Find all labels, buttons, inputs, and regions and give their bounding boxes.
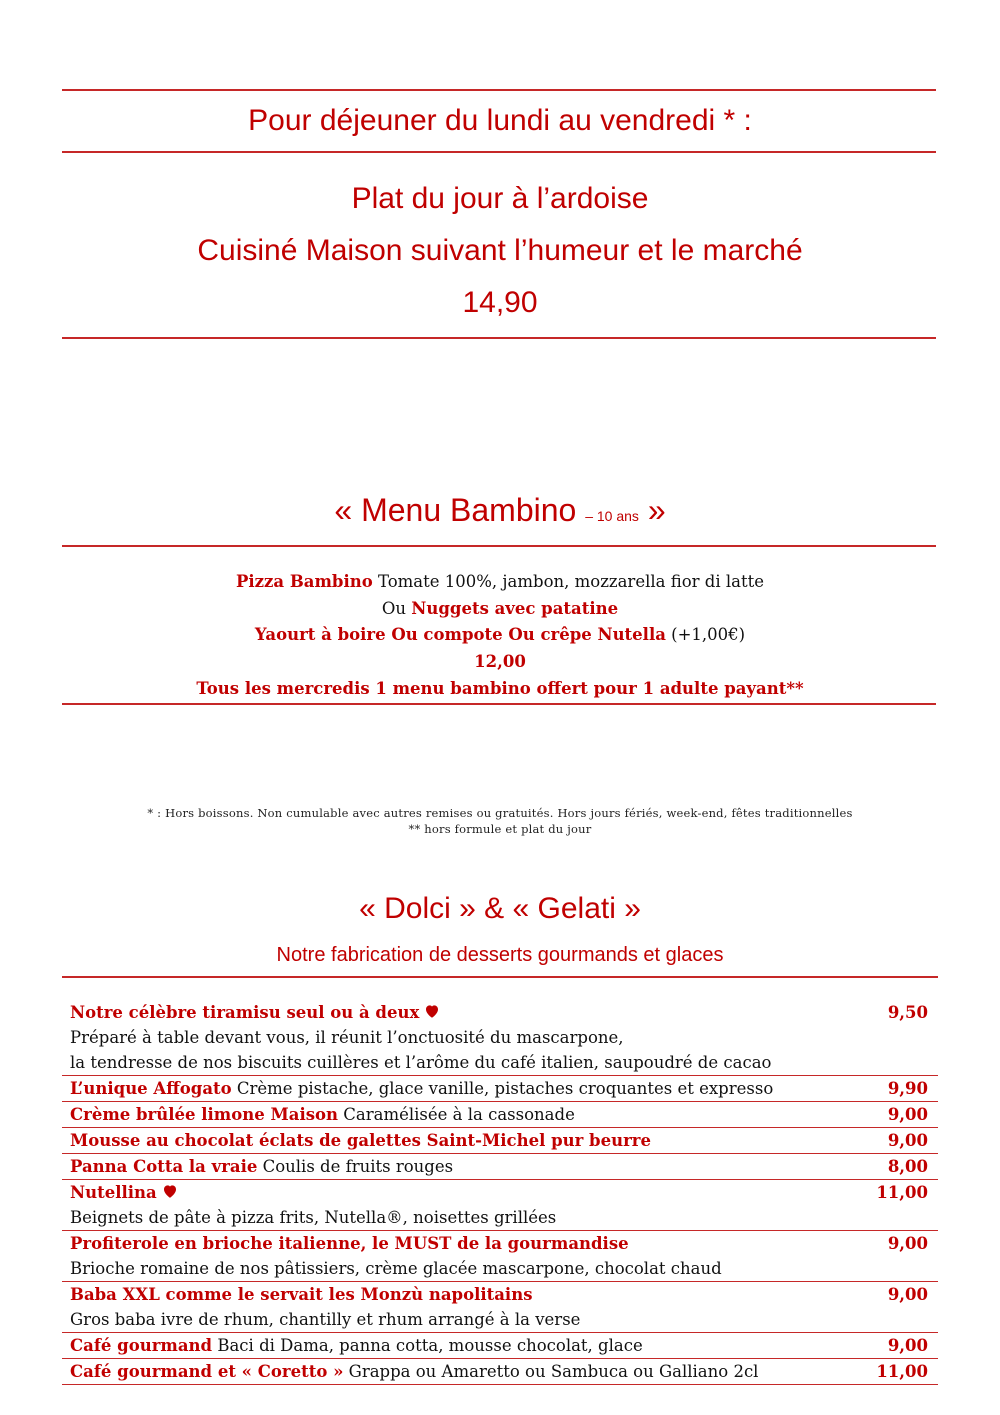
dessert-price: 9,00 [887, 1336, 928, 1355]
footnote-2: ** hors formule et plat du jour [408, 822, 592, 836]
dessert-main-line [62, 1333, 938, 1358]
bambino-pizza-name: Pizza Bambino [235, 572, 373, 591]
bambino-age: – 10 ans [585, 508, 639, 524]
dessert-row [62, 1359, 938, 1385]
bambino-or: Ou [381, 599, 412, 618]
divider [62, 545, 936, 547]
lunch-description: Cuisiné Maison suivant l’humeur et le marché [197, 234, 803, 267]
dessert-detail: Préparé à table devant vous, il réunit l’onctuosité du mascarpone, [70, 1028, 624, 1047]
divider [62, 976, 938, 978]
bambino-nuggets: Nuggets avec patatine [411, 599, 619, 618]
heart-icon [423, 1002, 441, 1020]
dessert-row [62, 1000, 938, 1076]
dessert-description: Crème pistache, glace vanille, pistaches croquantes et expresso [231, 1079, 774, 1098]
bambino-dessert: Yaourt à boire Ou compote Ou crêpe Nutella [254, 625, 666, 644]
dessert-name: Crème brûlée limone Maison [70, 1105, 339, 1124]
dessert-main-line [62, 1282, 938, 1307]
dessert-name: Café gourmand [70, 1336, 213, 1355]
divider [62, 151, 936, 153]
dessert-price: 9,00 [887, 1131, 928, 1150]
dessert-price: 9,00 [887, 1234, 928, 1253]
dessert-name: Baba XXL comme le servait les Monzù napolitains [70, 1285, 533, 1304]
dessert-main-line [62, 1180, 938, 1205]
dessert-price: 11,00 [876, 1183, 928, 1202]
dessert-price: 9,00 [887, 1285, 928, 1304]
bambino-line-dessert [0, 625, 1000, 645]
dessert-main-line [62, 1154, 938, 1179]
dessert-detail: Gros baba ivre de rhum, chantilly et rhum arrangé à la verse [70, 1310, 581, 1329]
bambino-title-text: « Menu Bambino [334, 492, 577, 528]
dessert-price: 9,90 [887, 1079, 928, 1098]
dessert-name: Mousse au chocolat éclats de galettes Saint-Michel pur beurre [70, 1131, 651, 1150]
dessert-main-line [62, 1000, 938, 1025]
dessert-main-line [62, 1359, 938, 1384]
dessert-main-line [62, 1231, 938, 1256]
dessert-description: Caramélisée à la cassonade [338, 1105, 575, 1124]
dessert-row [62, 1231, 938, 1282]
lunch-title: Pour déjeuner du lundi au vendredi * : [248, 104, 752, 137]
dessert-row [62, 1128, 938, 1154]
bambino-price: 12,00 [474, 652, 526, 671]
dessert-row [62, 1076, 938, 1102]
bambino-line-pizza [0, 572, 1000, 592]
dessert-price: 9,00 [887, 1105, 928, 1124]
dessert-main-line [62, 1128, 938, 1153]
dessert-name: Notre célèbre tiramisu seul ou à deux [70, 1003, 420, 1022]
dessert-main-line [62, 1076, 938, 1101]
dessert-row [62, 1102, 938, 1128]
bambino-supplement: (+1,00€) [665, 625, 746, 644]
dessert-detail: la tendresse de nos biscuits cuillères et l’arôme du café italien, saupoudré de cacao [70, 1053, 772, 1072]
dessert-row [62, 1333, 938, 1359]
bambino-line-nuggets [0, 599, 1000, 619]
dessert-price: 11,00 [876, 1362, 928, 1381]
divider [62, 337, 936, 339]
divider [62, 89, 936, 91]
dessert-name: L’unique Affogato [70, 1079, 232, 1098]
dessert-description: Baci di Dama, panna cotta, mousse chocolat, glace [212, 1336, 643, 1355]
bambino-offer: Tous les mercredis 1 menu bambino offert pour 1 adulte payant** [196, 679, 804, 698]
bambino-title [0, 492, 1000, 529]
lunch-price: 14,90 [462, 286, 538, 319]
dessert-name: Profiterole en brioche italienne, le MUST de la gourmandise [70, 1234, 629, 1253]
bambino-pizza-desc: Tomate 100%, jambon, mozzarella fior di latte [372, 572, 765, 591]
dessert-price: 9,50 [887, 1003, 928, 1022]
dessert-row [62, 1180, 938, 1231]
dessert-price: 8,00 [887, 1157, 928, 1176]
bambino-title-close: » [647, 492, 666, 528]
dessert-detail: Beignets de pâte à pizza frits, Nutella®, noisettes grillées [70, 1208, 557, 1227]
dessert-row [62, 1154, 938, 1180]
divider [62, 703, 936, 705]
dessert-description: Grappa ou Amaretto ou Sambuca ou Galliano 2cl [343, 1362, 759, 1381]
footnote-1: * : Hors boissons. Non cumulable avec autres remises ou gratuités. Hors jours fériés, week-end, fêtes traditionnelles [147, 806, 853, 820]
dessert-detail: Brioche romaine de nos pâtissiers, crème glacée mascarpone, chocolat chaud [70, 1259, 722, 1278]
dessert-name: Panna Cotta la vraie [70, 1157, 258, 1176]
dessert-name: Nutellina [70, 1183, 157, 1202]
dessert-main-line [62, 1102, 938, 1127]
lunch-dish: Plat du jour à l’ardoise [351, 182, 649, 215]
dessert-name: Café gourmand et « Coretto » [70, 1362, 344, 1381]
dessert-row [62, 1282, 938, 1333]
dessert-description: Coulis de fruits rouges [257, 1157, 454, 1176]
dolci-subtitle: Notre fabrication de desserts gourmands et glaces [276, 944, 724, 966]
dolci-title: « Dolci » & « Gelati » [359, 892, 641, 925]
heart-icon [161, 1182, 179, 1200]
